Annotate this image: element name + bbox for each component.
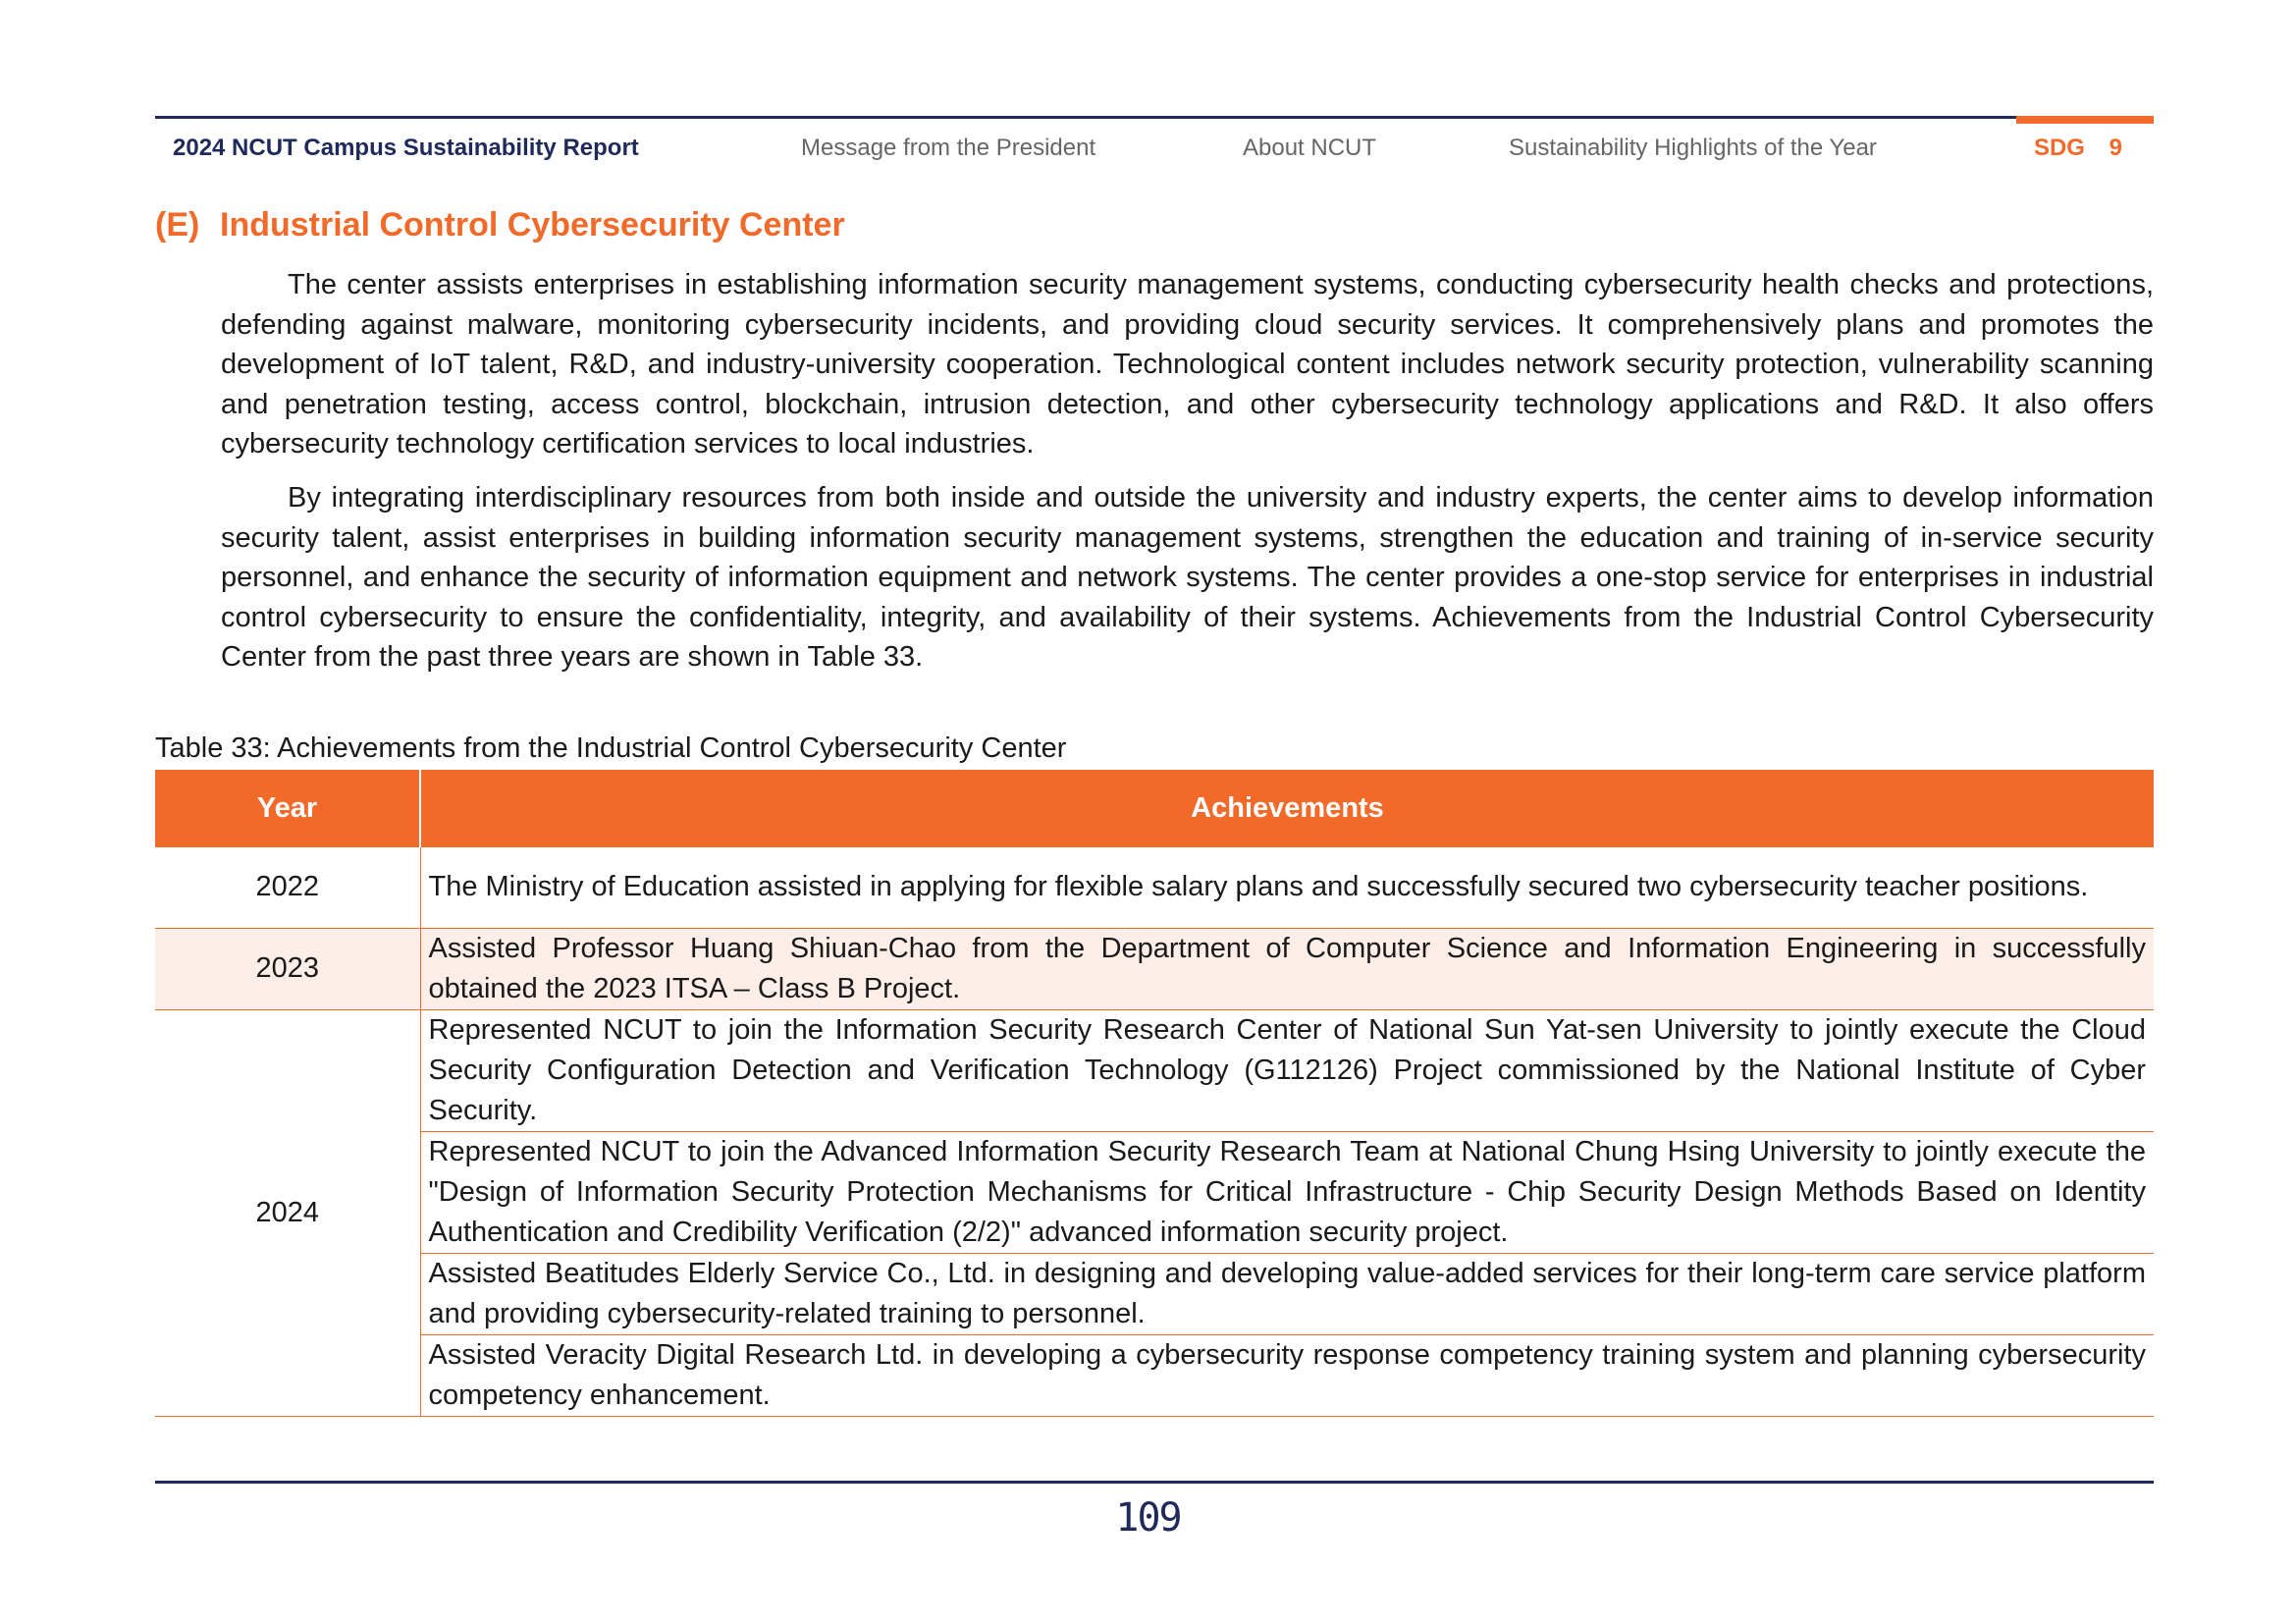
year-cell: 2022 [155, 847, 420, 928]
section-number: (E) [155, 206, 200, 244]
table-caption: Table 33: Achievements from the Industrial Control Cybersecurity Center [155, 732, 1067, 764]
footer-divider [155, 1481, 2154, 1484]
achievement-cell: Represented NCUT to join the Advanced Information Security Research Team at National Chung Hsing University to jointly execute the "Design of Information Security Protection Mechanisms for Critical Infrastructure - Chip Security Design Methods Based on Identity Authentication and Credibility Verification (2/2)" advanced information security project. [420, 1131, 2154, 1253]
year-cell: 2024 [155, 1009, 420, 1416]
achievement-cell: The Ministry of Education assisted in applying for flexible salary plans and successfully secured two cybersecurity teacher positions. [420, 847, 2154, 928]
column-header-achievements: Achievements [420, 770, 2154, 847]
body-paragraph-1: The center assists enterprises in establishing information security management systems, conducting cybersecurity health checks and protections, defending against malware, monitoring cybersecurity incidents, and providing cloud security services. It comprehensively plans and promotes the development of IoT talent, R&D, and industry-university cooperation. Technological content includes network security protection, vulnerability scanning and penetration testing, access control, blockchain, intrusion detection, and other cybersecurity technology applications and R&D. It also offers cybersecurity technology certification services to local industries. [221, 269, 2154, 460]
page-header [155, 116, 2154, 178]
table-row [155, 847, 2154, 928]
header-accent-bar [2016, 116, 2154, 124]
nav-sdg-9[interactable]: SDG 9 [2033, 135, 2122, 161]
achievement-cell: Assisted Beatitudes Elderly Service Co., Ltd. in designing and developing value-added services for their long-term care service platform and providing cybersecurity-related training to personnel. [420, 1253, 2154, 1334]
table-row [155, 1009, 2154, 1131]
nav-message-from-president[interactable]: Message from the President [801, 135, 1096, 161]
table-row [155, 1334, 2154, 1416]
section-title: Industrial Control Cybersecurity Center [220, 206, 845, 244]
table-row [155, 1131, 2154, 1253]
achievement-cell: Assisted Professor Huang Shiuan-Chao from the Department of Computer Science and Information Engineering in successfully obtained the 2023 ITSA – Class B Project. [420, 928, 2154, 1009]
section-heading [155, 206, 845, 244]
nav-about-ncut[interactable]: About NCUT [1243, 135, 1377, 161]
report-title: 2024 NCUT Campus Sustainability Report [173, 135, 639, 161]
achievement-cell: Represented NCUT to join the Information Security Research Center of National Sun Yat-sen University to jointly execute the Cloud Security Configuration Detection and Verification Technology (G112126) Project commissioned by the National Institute of Cyber Security. [420, 1009, 2154, 1131]
nav-sustainability-highlights[interactable]: Sustainability Highlights of the Year [1509, 135, 1877, 161]
table-row [155, 1253, 2154, 1334]
page-number: 109 [1115, 1495, 1181, 1541]
achievement-cell: Assisted Veracity Digital Research Ltd. in developing a cybersecurity response competency training system and planning cybersecurity competency enhancement. [420, 1334, 2154, 1416]
table-header-row [155, 770, 2154, 847]
year-cell: 2023 [155, 928, 420, 1009]
column-header-year: Year [155, 770, 420, 847]
body-paragraph-2: By integrating interdisciplinary resources from both inside and outside the university and industry experts, the center aims to develop information security talent, assist enterprises in building information security management systems, strengthen the education and training of in-service security personnel, and enhance the security of information equipment and network systems. The center provides a one-stop service for enterprises in industrial control cybersecurity to ensure the confidentiality, integrity, and availability of their systems. Achievements from the Industrial Control Cybersecurity Center from the past three years are shown in Table 33. [221, 482, 2154, 673]
achievements-table [155, 770, 2154, 1417]
table-row [155, 928, 2154, 1009]
